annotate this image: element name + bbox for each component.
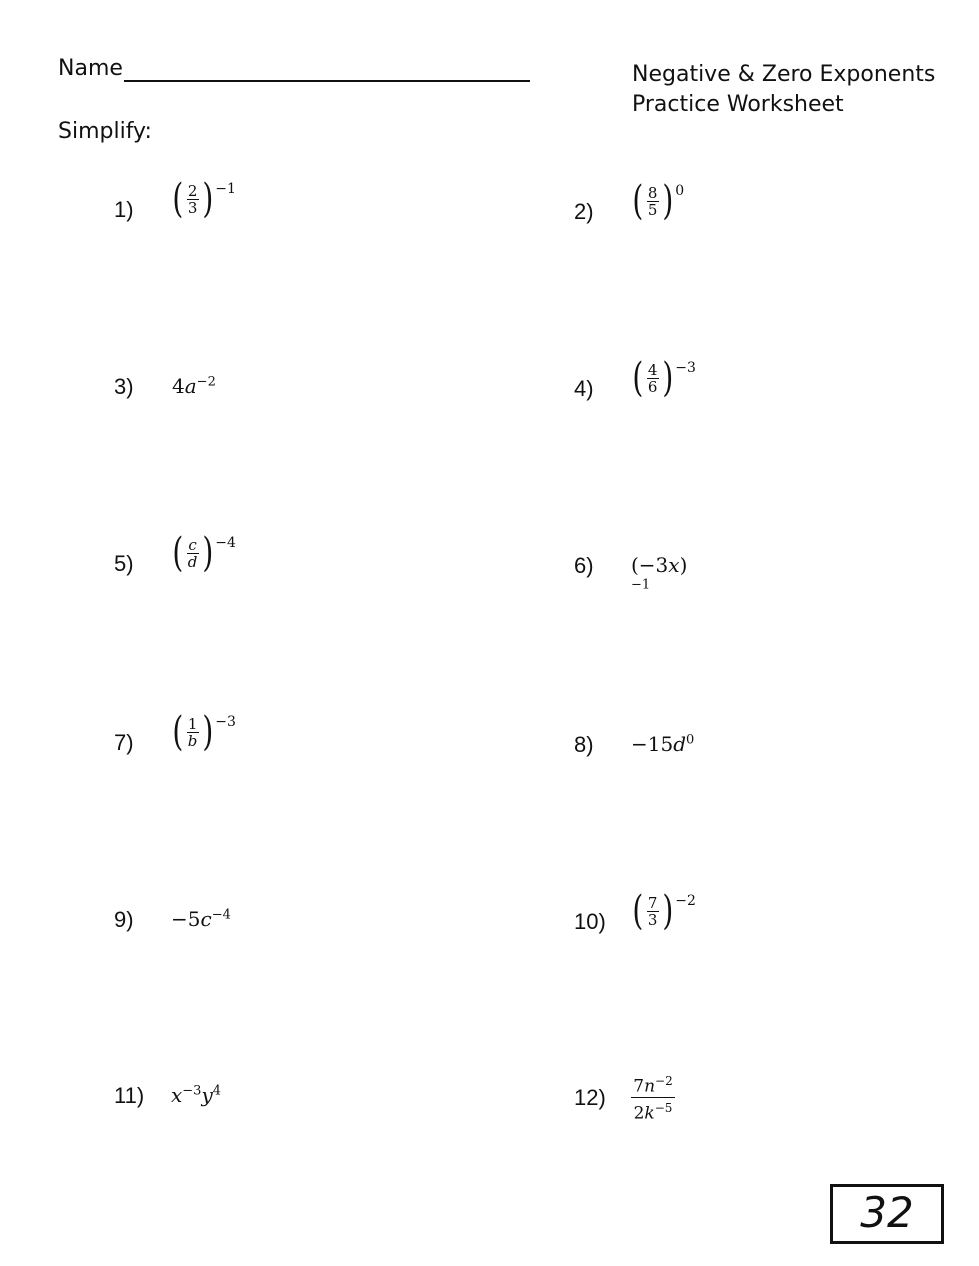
- problem-expression: ( $\frac{1}{b}$ ) −3: [172, 709, 236, 755]
- problem-number: 11): [114, 1083, 145, 1108]
- denominator: 3: [187, 198, 198, 217]
- worksheet-title: [632, 60, 935, 120]
- problem-expression: $x^{-3}y^4$: [171, 1083, 222, 1107]
- problem-expression: $4a^{-2}$: [172, 374, 216, 398]
- title-line-2: Practice Worksheet: [632, 92, 844, 117]
- problem-number: 10): [574, 909, 606, 934]
- exponent: −1: [215, 181, 236, 197]
- exponent: −2: [675, 893, 696, 909]
- problem-number: 4): [574, 376, 594, 401]
- score-value: 32: [860, 1188, 914, 1237]
- name-input-line[interactable]: [124, 80, 530, 82]
- exponent: −3: [675, 360, 696, 376]
- problem-number: 8): [574, 732, 594, 757]
- denominator: b: [187, 731, 198, 750]
- instruction: Simplify:: [58, 119, 152, 144]
- exponent: −4: [215, 535, 236, 551]
- problem-expression: ( $\frac{8}{5}$ ) 0: [632, 178, 685, 224]
- problem-expression: $(-3x)^{-1}$: [631, 553, 688, 593]
- exponent: 0: [675, 183, 685, 199]
- problem-number: 12): [574, 1085, 606, 1110]
- problem-number: 6): [574, 553, 594, 578]
- name-label: Name: [58, 56, 123, 81]
- problem-number: 9): [114, 907, 134, 932]
- problem-expression: ( $\frac{4}{6}$ ) −3: [632, 355, 696, 401]
- numerator: c: [188, 535, 197, 554]
- numerator: $7n^{-2}$: [633, 1074, 673, 1097]
- problem-number: 3): [114, 374, 134, 399]
- problem-expression: ( $\frac{2}{3}$ ) −1: [172, 176, 236, 222]
- exponent: −3: [215, 714, 236, 730]
- numerator: 4: [647, 360, 658, 379]
- problem-number: 7): [114, 730, 134, 755]
- numerator: 7: [647, 893, 658, 912]
- problem-expression: $-5c^{-4}$: [171, 907, 231, 931]
- problem-expression: [630, 1071, 676, 1123]
- numerator: 1: [187, 714, 198, 733]
- problem-number: 5): [114, 551, 134, 576]
- problem-expression: ( $\frac{c}{d}$ ) −4: [172, 530, 236, 576]
- numerator: 2: [187, 181, 198, 200]
- denominator: 6: [647, 377, 658, 396]
- problem-number: 1): [114, 197, 134, 222]
- denominator: $2k^{-5}$: [633, 1100, 673, 1124]
- denominator: 3: [647, 910, 658, 929]
- problem-expression: $-15d^0$: [631, 732, 695, 756]
- denominator: 5: [647, 200, 658, 219]
- problem-number: 2): [574, 199, 594, 224]
- problem-expression: ( $\frac{7}{3}$ ) −2: [632, 888, 696, 934]
- denominator: d: [187, 552, 198, 571]
- numerator: 8: [647, 183, 658, 202]
- title-line-1: Negative & Zero Exponents: [632, 62, 936, 87]
